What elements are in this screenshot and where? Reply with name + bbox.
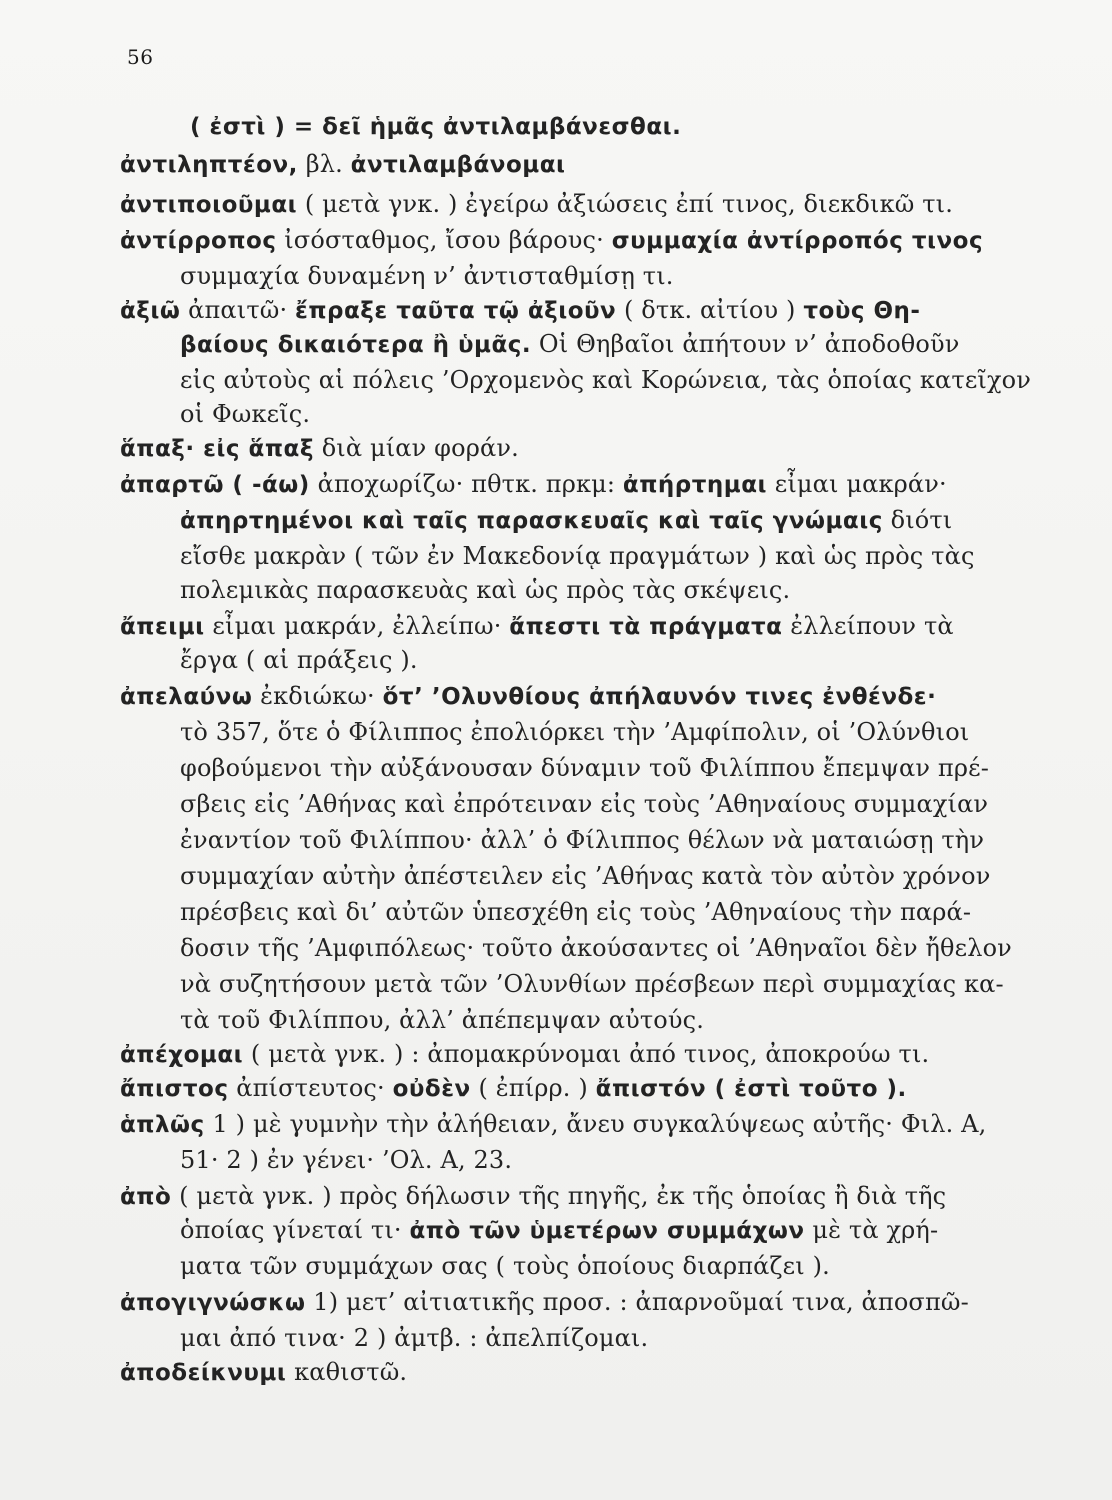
body-text: ἐκδιώκω· [252, 682, 383, 710]
text-line [180, 540, 975, 572]
text-line [120, 1072, 907, 1105]
body-text: βλ. [297, 150, 351, 178]
text-line [120, 294, 920, 327]
body-text: συμμαχίαν αὐτὴν ἀπέστειλεν εἰς ’Αθήνας κατὰ τὸν αὐτὸν χρόνον [180, 862, 991, 890]
body-text: 1) μετ’ αἰτιατικῆς προσ. : ἀπαρνοῦμαί τινα, ἀποσπῶ- [305, 1288, 969, 1316]
headword-text: ἄπιστόν ( ἐστὶ τοῦτο ). [595, 1076, 907, 1102]
headword-text: ἀπὸ [120, 1184, 172, 1210]
headword-text: ἀπήρτημαι [622, 472, 767, 498]
body-text: ( δτκ. αἰτίου ) [616, 296, 804, 324]
text-line [120, 1286, 969, 1319]
body-text: συμμαχία δυναμένη ν’ ἀντισταθμίσῃ τι. [180, 262, 674, 290]
body-text: ματα τῶν συμμάχων σας ( τοὺς ὁποίους διαρπάζει ). [180, 1252, 830, 1280]
body-text: εἴσθε μακρὰν ( τῶν ἐν Μακεδονίᾳ πραγμάτων ) καὶ ὡς πρὸς τὰς [180, 542, 975, 570]
headword-text: συμμαχία ἀντίρροπός τινος [611, 228, 984, 254]
text-line [120, 1038, 929, 1071]
body-text: εἰς αὐτοὺς αἱ πόλεις ’Ορχομενὸς καὶ Κορώνεια, τὰς ὁποίας κατεῖχον [180, 366, 1032, 394]
headword-text: ἄπειμι [120, 614, 205, 640]
body-text: ἰσόσταθμος, ἴσου βάρους· [276, 226, 612, 254]
body-text: ἀποχωρίζω· πθτκ. πρκμ: [309, 470, 623, 498]
body-text: μαι ἀπό τινα· 2 ) ἀμτβ. : ἀπελπίζομαι. [180, 1324, 649, 1352]
text-line [120, 610, 954, 643]
body-text: ἐλλείπουν τὰ [782, 612, 954, 640]
body-text: δοσιν τῆς ’Αμφιπόλεως· τοῦτο ἀκούσαντες οἱ ’Αθηναῖοι δὲν ἤθελον [180, 934, 1012, 962]
text-line [180, 260, 674, 292]
headword-text: ἀπαρτῶ ( -άω) [120, 472, 310, 498]
text-line [120, 188, 953, 221]
text-line [180, 574, 790, 606]
body-text: οἱ Φωκεῖς. [180, 400, 311, 428]
text-line [120, 468, 947, 501]
headword-text: ἀντιληπτέον, [120, 152, 298, 178]
page-number: 56 [127, 45, 154, 69]
body-text: ἔργα ( αἱ πράξεις ). [180, 646, 418, 674]
body-text: τὰ τοῦ Φιλίππου, ἀλλ’ ἀπέπεμψαν αὐτούς. [180, 1006, 704, 1034]
text-line [180, 932, 1012, 964]
text-line [180, 752, 989, 784]
text-line [180, 860, 991, 892]
text-line [120, 1356, 407, 1389]
body-text: εἶμαι μακράν· [766, 470, 947, 498]
text-line [120, 148, 565, 181]
text-line [180, 644, 418, 676]
body-text: σβεις εἰς ’Αθήνας καὶ ἐπρότειναν εἰς τοὺς ’Αθηναίους συμμαχίαν [180, 790, 989, 818]
text-line [120, 1180, 946, 1213]
text-line [120, 1108, 986, 1141]
headword-text: ὅτ’ ’Ολυνθίους ἀπήλαυνόν τινες ἐνθένδε· [382, 684, 937, 710]
body-text: ἀπαιτῶ· [180, 296, 296, 324]
headword-text: ἅπαξ· εἰς ἅπαξ [120, 436, 314, 462]
text-line [180, 1250, 830, 1282]
text-line [120, 224, 983, 257]
headword-text: οὐδὲν [392, 1076, 471, 1102]
text-line [180, 328, 959, 361]
text-line [180, 1144, 512, 1176]
text-line [180, 398, 310, 430]
headword-text: ἀπελαύνω [120, 684, 253, 710]
body-text: πρέσβεις καὶ δι’ αὐτῶν ὑπεσχέθη εἰς τοὺς ’Αθηναίους τὴν παρά- [180, 898, 972, 926]
body-text: διὰ μίαν φοράν. [313, 434, 519, 462]
headword-text: ἀντιποιοῦμαι [120, 192, 298, 218]
headword-text: ἔπραξε ταῦτα τῷ ἀξιοῦν [295, 298, 617, 324]
headword-text: ἀπέχομαι [120, 1042, 244, 1068]
body-text: διότι [882, 506, 953, 534]
body-text: πολεμικὰς παρασκευὰς καὶ ὡς πρὸς τὰς σκέψεις. [180, 576, 791, 604]
body-text: ( μετὰ γνκ. ) : ἀπομακρύνομαι ἀπό τινος, ἀποκρούω τι. [243, 1040, 930, 1068]
body-text: ἀπίστευτος· [228, 1074, 393, 1102]
headword-text: ( ἐστὶ ) = δεῖ ἡμᾶς ἀντιλαμβάνεσθαι. [190, 114, 682, 140]
body-text: φοβούμενοι τὴν αὐξάνουσαν δύναμιν τοῦ Φιλίππου ἔπεμψαν πρέ- [180, 754, 989, 782]
headword-text: ἀντιλαμβάνομαι [350, 152, 566, 178]
text-line [180, 1322, 648, 1354]
body-text: ( μετὰ γνκ. ) ἐγείρω ἀξιώσεις ἐπί τινος, διεκδικῶ τι. [297, 190, 954, 218]
headword-text: βαίους δικαιότερα ἢ ὑμᾶς. [180, 332, 532, 358]
headword-text: ἀντίρροπος [120, 228, 277, 254]
headword-text: ἁπλῶς [120, 1112, 205, 1138]
headword-text: ἀξιῶ [120, 298, 181, 324]
headword-text: τοὺς Θη- [803, 298, 921, 324]
body-text: ἐναντίον τοῦ Φιλίππου· ἀλλ’ ὁ Φίλιππος θέλων νὰ ματαιώσῃ τὴν [180, 826, 985, 854]
headword-text: ἀπηρτημένοι καὶ ταῖς παρασκευαῖς καὶ ταῖς γνώμαις [180, 508, 883, 534]
text-line [180, 1214, 938, 1247]
headword-text: ἄπεστι τὰ πράγματα [509, 614, 783, 640]
body-text: ( μετὰ γνκ. ) πρὸς δήλωσιν τῆς πηγῆς, ἐκ τῆς ὁποίας ἢ διὰ τῆς [171, 1182, 947, 1210]
headword-text: ἀπογιγνώσκω [120, 1290, 306, 1316]
body-text: νὰ συζητήσουν μετὰ τῶν ’Ολυνθίων πρέσβεων περὶ συμμαχίας κα- [180, 970, 1004, 998]
body-text: εἶμαι μακράν, ἐλλείπω· [204, 612, 510, 640]
body-text: ὁποίας γίνεταί τι· [180, 1216, 410, 1244]
text-line [190, 110, 681, 143]
body-text: ( ἐπίρρ. ) [470, 1074, 596, 1102]
body-text: τὸ 357, ὅτε ὁ Φίλιππος ἐπολιόρκει τὴν ’Αμφίπολιν, οἱ ’Ολύνθιοι [180, 718, 970, 746]
text-line [180, 788, 988, 820]
text-line [120, 432, 519, 465]
text-line [180, 364, 1031, 396]
headword-text: ἀπὸ τῶν ὑμετέρων συμμάχων [409, 1218, 805, 1244]
text-line [180, 1004, 704, 1036]
text-line [120, 680, 936, 713]
text-line [180, 896, 971, 928]
text-line [180, 968, 1004, 1000]
body-text: μὲ τὰ χρή- [804, 1216, 939, 1244]
body-text: καθιστῶ. [286, 1358, 408, 1386]
body-text: 51· 2 ) ἐν γένει· ’Ολ. Α, 23. [180, 1146, 513, 1174]
body-text: Οἱ Θηβαῖοι ἀπήτουν ν’ ἀποδοθοῦν [531, 330, 960, 358]
headword-text: ἀποδείκνυμι [120, 1360, 287, 1386]
text-line [180, 824, 984, 856]
text-line [180, 504, 952, 537]
text-line [180, 716, 969, 748]
headword-text: ἄπιστος [120, 1076, 229, 1102]
body-text: 1 ) μὲ γυμνὴν τὴν ἀλήθειαν, ἄνευ συγκαλύψεως αὐτῆς· Φιλ. Α, [204, 1110, 987, 1138]
